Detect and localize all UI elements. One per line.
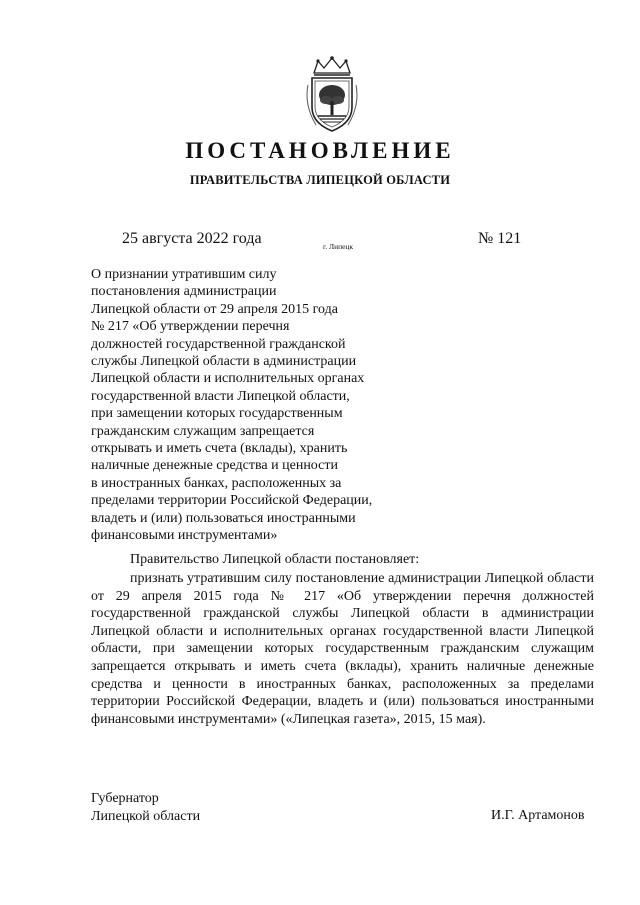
signatory-position-line: Липецкой области: [91, 809, 201, 824]
document-issuer: ПРАВИТЕЛЬСТВА ЛИПЕЦКОЙ ОБЛАСТИ: [189, 173, 451, 187]
subject-line: службы Липецкой области в администрации: [91, 354, 357, 370]
subject-line: № 217 «Об утверждении перечня: [91, 319, 290, 335]
subject-line: Липецкой области и исполнительных органах: [91, 371, 365, 387]
subject-line: наличные денежные средства и ценности: [91, 458, 338, 474]
document-number: № 121: [478, 230, 522, 247]
document-title: ПОСТАНОВЛЕНИЕ: [185, 138, 455, 163]
document-city: г. Липецк: [323, 242, 354, 251]
subject-line: гражданским служащим запрещается: [91, 423, 315, 439]
subject-line: должностей государственной гражданской: [91, 336, 346, 352]
signatory-name: И.Г. Артамонов: [491, 808, 585, 823]
subject-line: финансовыми инструментами»: [91, 528, 278, 544]
decree-body: признать утратившим силу постановление администрации Липецкой области от 29 апреля 2015 года № 217 «Об утверждении перечня должностей государственной гражданской службы Липецкой области в администрации Липецкой области и исполнительных органах государственной власти Липецкой области, при замещении которых государственным гражданским служащим запрещается открывать и иметь счета (вклады), хранить наличные денежные средства и ценности в иностранных банках, расположенных за пределами территории Российской Федерации, владеть и (или) пользоваться иностранными финансовыми инструментами» («Липецкая газета», 2015, 15 мая).: [91, 571, 594, 727]
subject-line: пределами территории Российской Федерации,: [91, 493, 373, 509]
subject-line: при замещении которых государственным: [91, 406, 343, 422]
decree-intro: Правительство Липецкой области постановляет:: [130, 552, 420, 567]
subject-line: в иностранных банках, расположенных за: [91, 475, 342, 491]
subject-line: О признании утратившим силу: [91, 267, 277, 282]
signatory-position-line: Губернатор: [91, 791, 159, 806]
subject-line: Липецкой области от 29 апреля 2015 года: [91, 301, 338, 317]
coat-of-arms-icon: [302, 55, 362, 135]
subject-line: открывать и иметь счета (вклады), хранить: [91, 441, 348, 457]
document-date: 25 августа 2022 года: [122, 230, 262, 247]
signatory-position: [91, 790, 200, 826]
subject-line: владеть и (или) пользоваться иностранными: [91, 510, 356, 526]
document-subject: [91, 266, 411, 545]
subject-line: постановления администрации: [91, 284, 277, 300]
subject-line: государственной власти Липецкой области,: [91, 388, 350, 404]
